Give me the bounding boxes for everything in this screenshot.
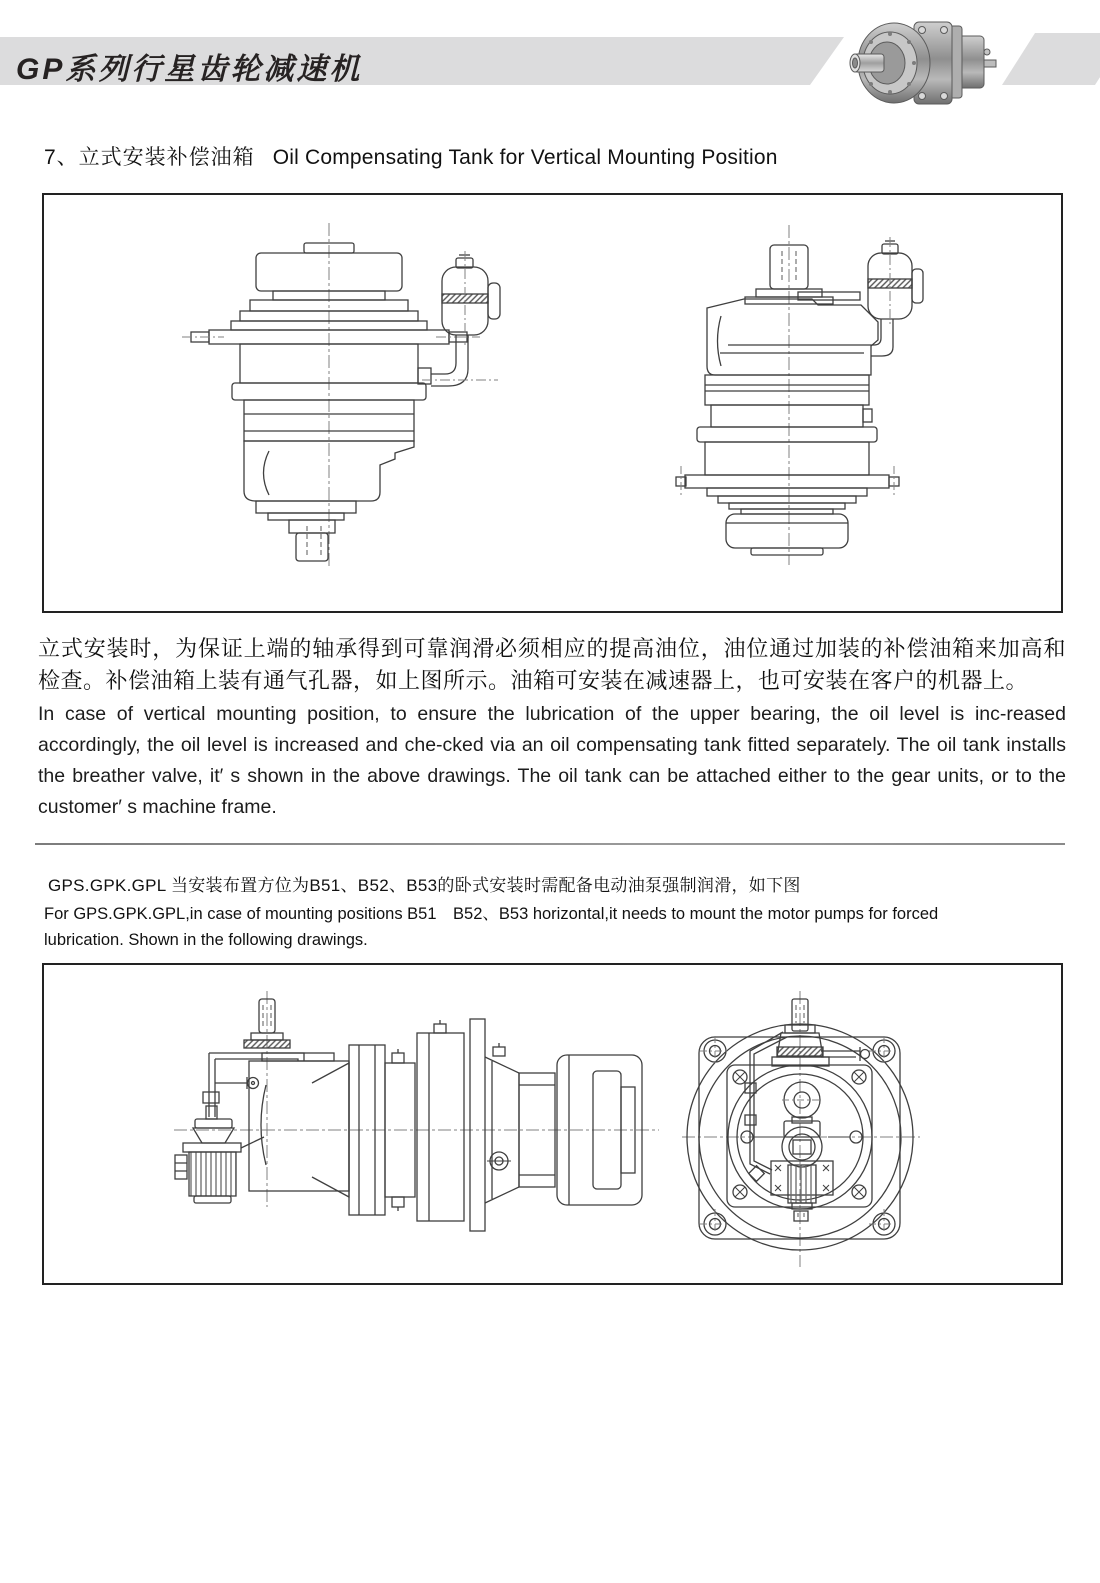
output-coupling	[726, 514, 848, 548]
input-housing	[707, 299, 878, 375]
gear-reducer-photo	[846, 14, 1004, 110]
header-decor-parallelogram	[1002, 33, 1100, 85]
oil-compensating-tank	[868, 237, 923, 356]
oil-compensating-tank	[422, 251, 500, 386]
horizontal-mounting-drawings	[44, 965, 1061, 1283]
pipe-valve	[203, 1092, 219, 1103]
tank-bracket	[488, 283, 500, 319]
gear-stage-housing	[417, 1033, 464, 1221]
section-heading-en: Oil Compensating Tank for Vertical Mounting Position	[272, 146, 778, 169]
figure-box-horizontal-mounting	[42, 963, 1063, 1285]
vertical-mounting-drawings	[44, 195, 1061, 611]
motor-pump-assembly	[175, 1053, 304, 1203]
vertical-unit-output-down-drawing	[182, 223, 500, 569]
paragraph-en: In case of vertical mounting position, to ensure the lubrication of the upper bearing, the oil level is inc-reased accordingly, the oil level is increased and che-cked via an oil compensating tank fitted separately. The oil tank installs the breather valve, it′ s shown in the above drawings. The oil tank can be attached either to the gear units, or to the customer′ s machine frame.	[38, 703, 1066, 818]
oil-pipe	[431, 335, 456, 374]
vertical-unit-input-up-drawing	[676, 225, 923, 565]
electric-motor-pump	[788, 1165, 816, 1203]
oil-pipe	[209, 1053, 304, 1061]
section-heading	[44, 141, 778, 171]
note-en: For GPS.GPK.GPL,in case of mounting positions B51 B52、B53 horizontal,it needs to mount the motor pumps for forced lubrication. Shown in the following drawings.	[44, 905, 939, 949]
output-shaft	[296, 533, 328, 561]
horizontal-unit-side-view-drawing	[174, 991, 659, 1231]
mounting-flange-plate	[470, 1019, 485, 1231]
mounting-flange	[685, 475, 889, 488]
section-divider	[35, 843, 1065, 845]
input-housing	[249, 1061, 349, 1191]
drain-stub	[794, 1211, 808, 1221]
tank-bracket	[912, 269, 923, 303]
gear-housing	[705, 442, 869, 475]
horizontal-unit-front-view-drawing	[682, 991, 920, 1267]
page-title: GP系列行星齿轮减速机	[16, 53, 363, 86]
section-heading-zh: 7、立式安装补偿油箱	[44, 146, 255, 169]
note-zh: GPS.GPK.GPL 当安装布置方位为B51、B52、B53的卧式安装时需配备电动油泵强制润滑，如下图	[48, 876, 801, 895]
paragraph-zh: 立式安装时，为保证上端的轴承得到可靠润滑必须相应的提高油位，油位通过加装的补偿油箱来加高和检查。补偿油箱上装有通气孔器，如上图所示。油箱可安装在减速器上，也可安装在客户的机器上。	[38, 636, 1066, 693]
figure-box-vertical-mounting	[42, 193, 1063, 613]
electric-motor-pump	[189, 1152, 236, 1196]
pipe-port	[418, 368, 431, 384]
